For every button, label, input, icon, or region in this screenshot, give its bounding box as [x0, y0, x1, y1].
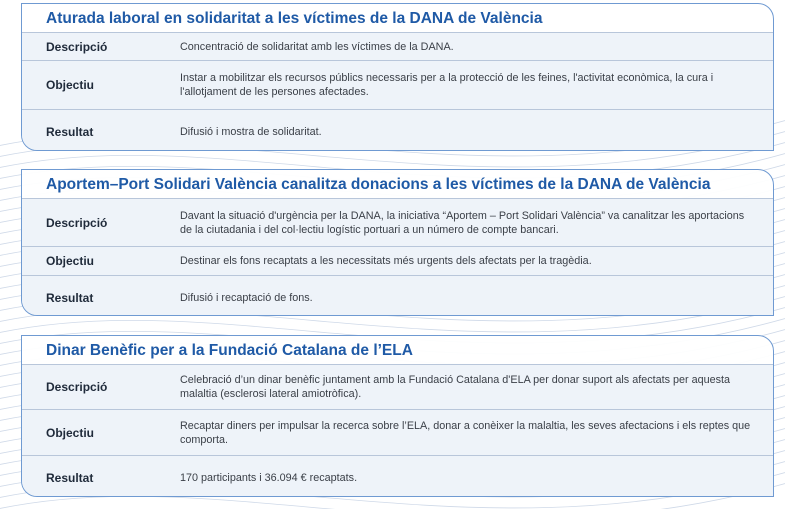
- row-value: Destinar els fons recaptats a les necessitats més urgents dels afectats per la tragèdia.: [180, 255, 592, 267]
- card-title: Aturada laboral en solidaritat a les víctimes de la DANA de València: [46, 10, 543, 27]
- initiative-card: [21, 3, 774, 151]
- row-label-resultat: Resultat: [46, 124, 94, 139]
- row-value: 170 participants i 36.094 € recaptats.: [180, 471, 358, 484]
- table-row: [22, 364, 773, 409]
- card-title: Dinar Benèfic per a la Fundació Catalana de l’ELA: [46, 342, 413, 359]
- row-label-resultat: Resultat: [46, 470, 94, 485]
- row-label-resultat: Resultat: [46, 291, 94, 305]
- row-value: Difusió i mostra de solidaritat.: [180, 125, 322, 138]
- table-row: [22, 275, 773, 316]
- table-row: [22, 32, 773, 60]
- card-title: Aportem–Port Solidari València canalitza donacions a les víctimes de la DANA de València: [46, 176, 711, 193]
- row-value: Recaptar diners per impulsar la recerca sobre l’ELA, donar a conèixer la malaltia, les seves afectacions i els reptes que comporta.: [180, 419, 751, 446]
- card-table: [22, 32, 773, 151]
- row-label-descripcio: Descripció: [46, 215, 108, 230]
- row-label-objectiu: Objectiu: [46, 254, 95, 268]
- table-row: [22, 60, 773, 109]
- card-table: [22, 198, 773, 316]
- table-row: [22, 409, 773, 455]
- row-value: Difusió i recaptació de fons.: [180, 292, 313, 304]
- row-label-objectiu: Objectiu: [46, 425, 95, 440]
- row-value: Celebració d’un dinar benèfic juntament amb la Fundació Catalana d'ELA per donar suport als afectats per aquesta malaltia (esclerosi lateral amiotròfica).: [180, 374, 731, 400]
- row-value: Concentració de solidaritat amb les víctimes de la DANA.: [180, 40, 454, 53]
- initiative-card: [21, 169, 774, 316]
- table-row: [22, 109, 773, 151]
- row-label-descripcio: Descripció: [46, 39, 108, 54]
- row-label-objectiu: Objectiu: [46, 78, 95, 92]
- table-row: [22, 198, 773, 246]
- row-value: Davant la situació d'urgència per la DANA, la iniciativa “Aportem – Port Solidari València” va canalitzar les aportacions de la ciutadania i del col·lectiu logístic portuari a un número de compte bancari.: [180, 209, 745, 236]
- card-table: [22, 364, 773, 497]
- table-row: [22, 455, 773, 497]
- row-value: Instar a mobilitzar els recursos públics necessaris per a la protecció de les feines, l'activitat econòmica, la cura i l'allotjament de les persones afectades.: [180, 72, 714, 98]
- row-label-descripcio: Descripció: [46, 380, 108, 394]
- table-row: [22, 246, 773, 275]
- initiative-card: [21, 335, 774, 497]
